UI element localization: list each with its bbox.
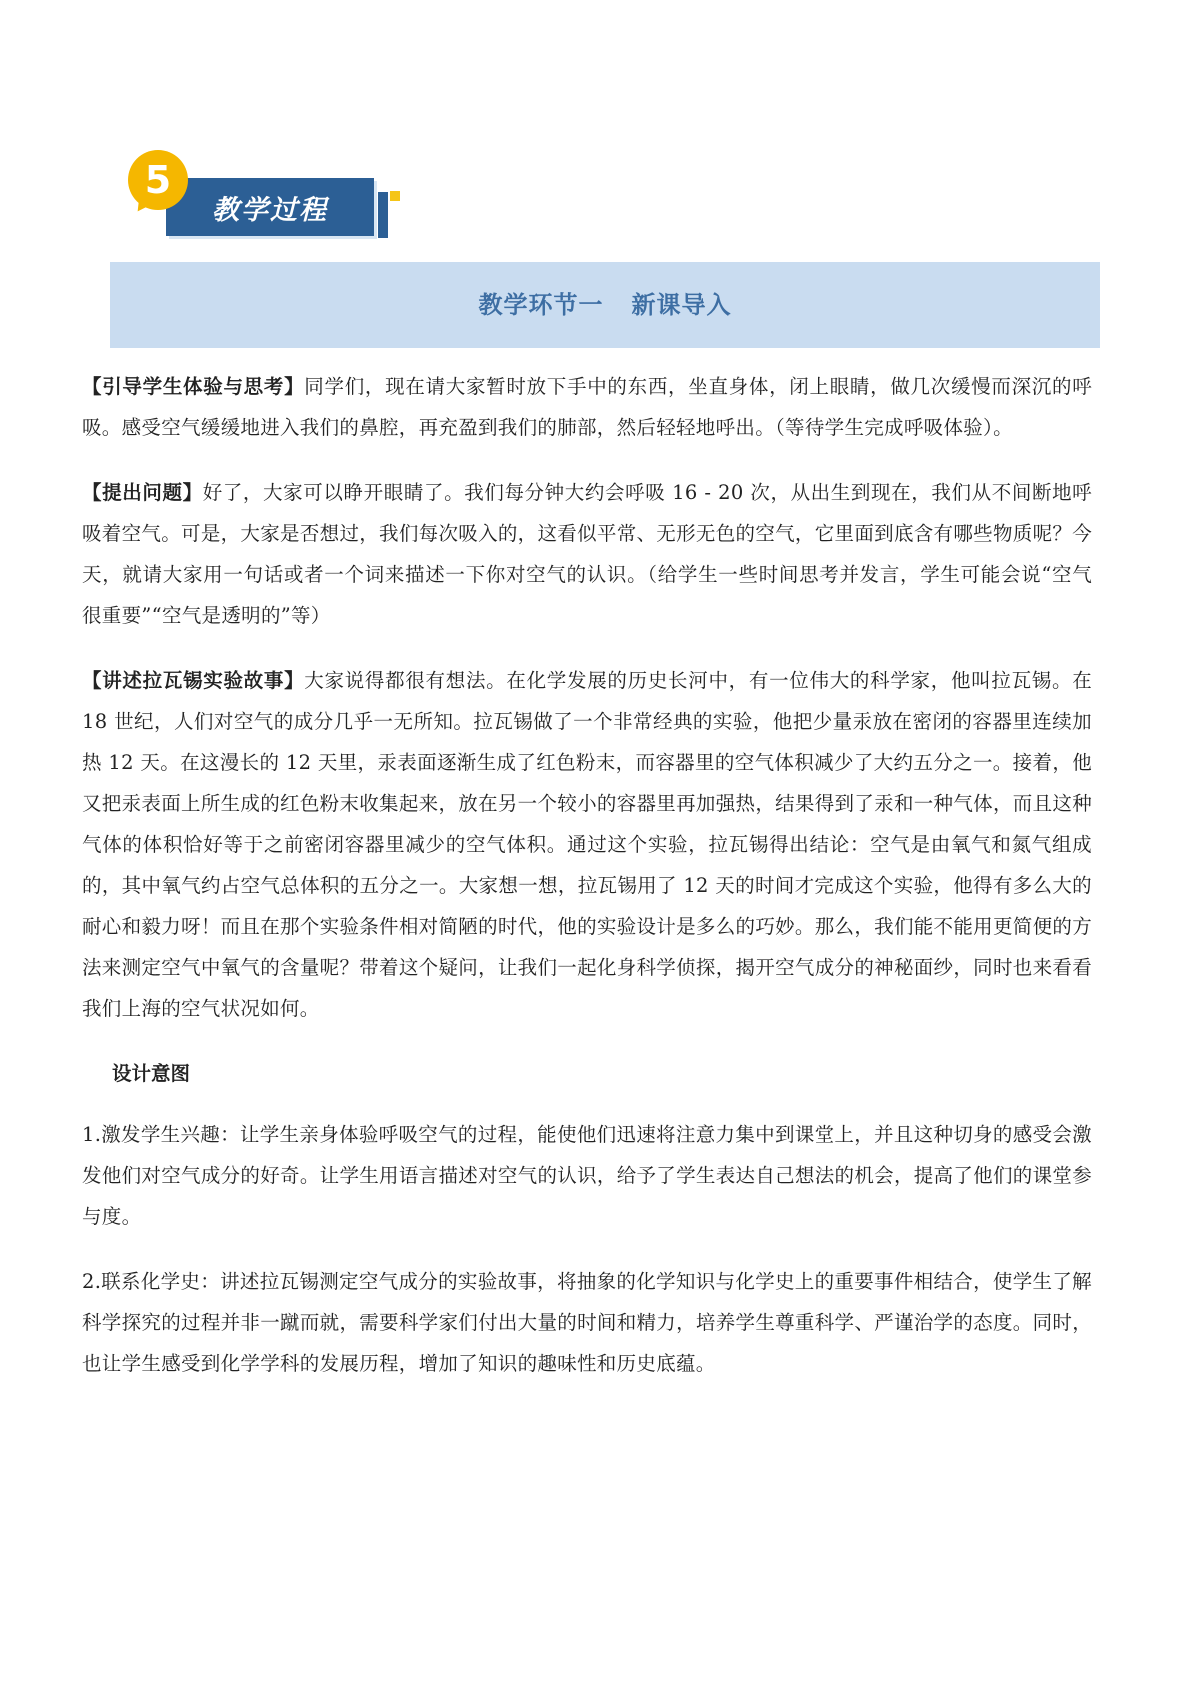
section-number: 5 xyxy=(144,158,172,202)
paragraph-label: 【讲述拉瓦锡实验故事】 xyxy=(82,669,305,692)
paragraph-text: 大家说得都很有想法。在化学发展的历史长河中，有一位伟大的科学家，他叫拉瓦锡。在 18 世纪，人们对空气的成分几乎一无所知。拉瓦锡做了一个非常经典的实验，他把少量汞放在密闭的容器里连续加热 12 天。在这漫长的 12 天里，汞表面逐渐生成了红色粉末，而容器里的空气体积减少了大约五分之一。接着，他又把汞表面上所生成的红色粉末收集起来，放在另一个较小的容器里再加强热，结果得到了汞和一种气体，而且这种气体的体积恰好等于之前密闭容器里减少的空气体积。通过这个实验，拉瓦锡得出结论：空气是由氧气和氮气组成的，其中氧气约占空气总体积的五分之一。大家想一想，拉瓦锡用了 12 天的时间才完成这个实验，他得有多么大的耐心和毅力呀！而且在那个实验条件相对简陋的时代，他的实验设计是多么的巧妙。那么，我们能不能用更简便的方法来测定空气中氧气的含量呢？带着这个疑问，让我们一起化身科学侦探，揭开空气成分的神秘面纱，同时也来看看我们上海的空气状况如何。 xyxy=(82,669,1092,1020)
design-intent-heading: 设计意图 xyxy=(112,1062,191,1085)
banner-title: 教学环节一 xyxy=(478,291,604,319)
banner-subtitle: 新课导入 xyxy=(631,291,732,319)
paragraph-label: 【引导学生体验与思考】 xyxy=(82,375,305,398)
paragraph-question xyxy=(82,472,1092,636)
section-decor-square xyxy=(390,191,400,201)
section-header xyxy=(128,150,408,240)
lesson-content xyxy=(82,366,1092,1408)
section-decor-stripe xyxy=(378,192,388,238)
teaching-step-banner xyxy=(110,262,1100,348)
design-intent-item: 1.激发学生兴趣：让学生亲身体验呼吸空气的过程，能使他们迅速将注意力集中到课堂上，并且这种切身的感受会激发他们对空气成分的好奇。让学生用语言描述对空气的认识，给予了学生表达自己想法的机会，提高了他们的课堂参与度。 xyxy=(82,1123,1092,1228)
paragraph-guide xyxy=(82,366,1092,448)
paragraph-text: 同学们，现在请大家暂时放下手中的东西，坐直身体，闭上眼睛，做几次缓慢而深沉的呼吸。感受空气缓缓地进入我们的鼻腔，再充盈到我们的肺部，然后轻轻地呼出。（等待学生完成呼吸体验）。 xyxy=(82,375,1092,439)
design-intent-item: 2.联系化学史：讲述拉瓦锡测定空气成分的实验故事，将抽象的化学知识与化学史上的重要事件相结合，使学生了解科学探究的过程并非一蹴而就，需要科学家们付出大量的时间和精力，培养学生尊重科学、严谨治学的态度。同时，也让学生感受到化学学科的发展历程，增加了知识的趣味性和历史底蕴。 xyxy=(82,1270,1092,1375)
paragraph-text: 好了，大家可以睁开眼睛了。我们每分钟大约会呼吸 16 - 20 次，从出生到现在，我们从不间断地呼吸着空气。可是，大家是否想过，我们每次吸入的，这看似平常、无形无色的空气，它里面到底含有哪些物质呢？今天，就请大家用一句话或者一个词来描述一下你对空气的认识。（给学生一些时间思考并发言，学生可能会说“空气很重要”“空气是透明的”等） xyxy=(82,481,1092,627)
paragraph-lavoisier-story xyxy=(82,660,1092,1029)
section-title: 教学过程 xyxy=(212,195,328,226)
paragraph-label: 【提出问题】 xyxy=(82,481,203,504)
